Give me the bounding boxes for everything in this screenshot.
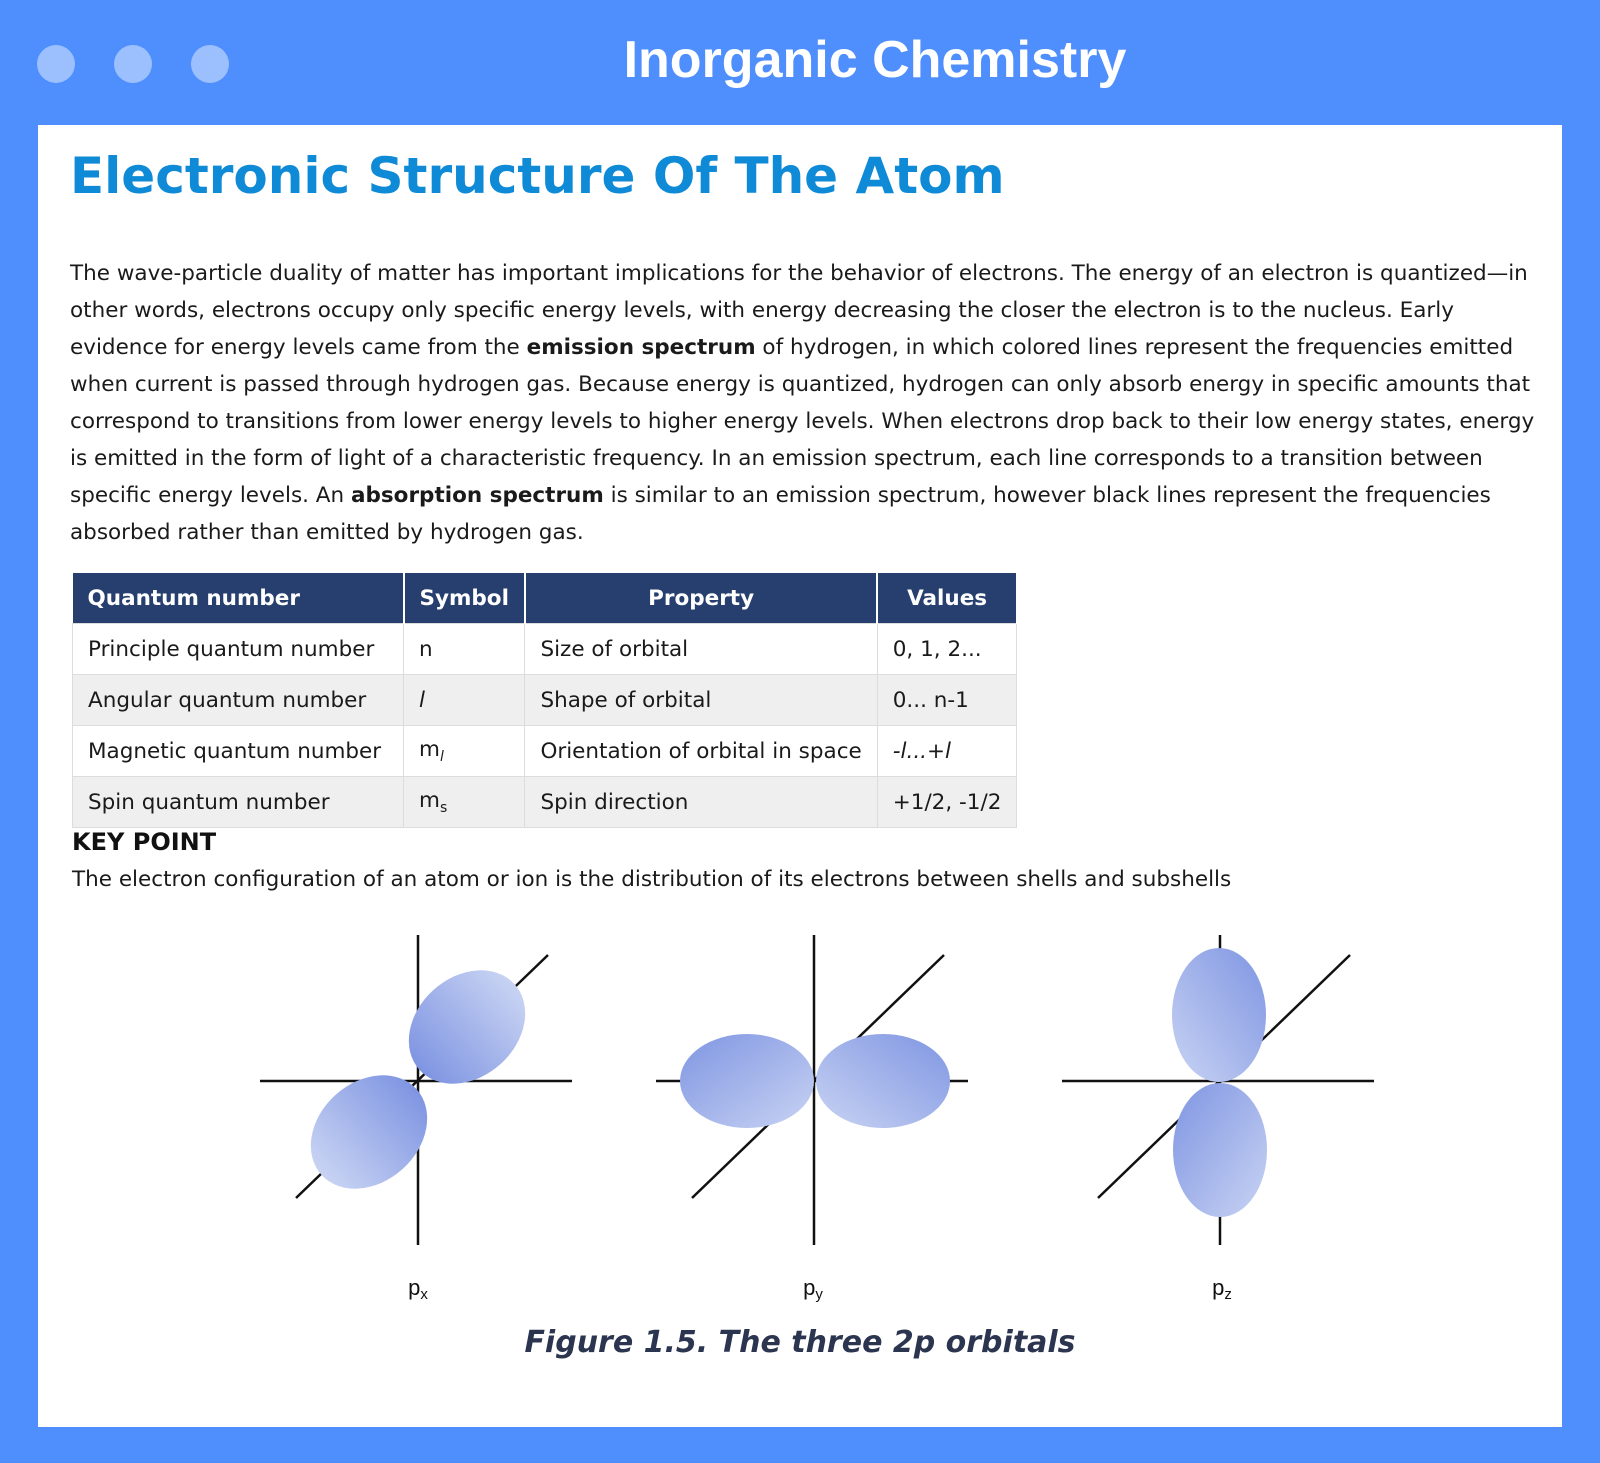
cell-name: Magnetic quantum number [73,726,404,777]
header-quantum-number: Quantum number [73,573,404,624]
term-absorption-spectrum: absorption spectrum [350,483,604,508]
table-row [73,726,1017,777]
cell-symbol [404,624,525,675]
py-left-lobe [680,1034,814,1128]
table-row [73,777,1017,828]
cell-values [877,726,1017,777]
cell-values: 0... n-1 [877,675,1017,726]
px-lower-lobe [288,1052,450,1212]
header-symbol: Symbol [404,573,525,624]
cell-name: Spin quantum number [73,777,404,828]
key-point-title: KEY POINT [72,828,217,856]
pz-lower-lobe [1173,1083,1267,1217]
symbol-text: n [419,636,433,662]
page-title: Electronic Structure Of The Atom [70,147,1005,205]
paragraph-text-2: of hydrogen, in which colored lines represent the frequencies emitted when current is passed through hydrogen gas. Because energy is quantized, hydrogen can only absorb energy in specific amounts that correspond to transitions from lower energy levels to higher energy levels. When electrons drop back to their low energy states, energy is emitted in the form of light of a characteristic frequency. In an emission spectrum, each line corresponds to a transition between specific energy levels. An [70,335,1535,508]
key-point-text: The electron configuration of an atom or ion is the distribution of its electrons between shells and subshells [72,867,1232,892]
header-values: Values [877,573,1017,624]
px-orbital [260,935,572,1245]
symbol-subscript: l [439,749,444,765]
table-row [73,624,1017,675]
table-header-row [73,573,1017,624]
px-upper-lobe [386,947,548,1107]
cell-name: Principle quantum number [73,624,404,675]
table-row [73,675,1017,726]
symbol-text: m [419,788,440,813]
pz-upper-lobe [1172,948,1266,1082]
paragraph-text-3: is similar to an emission spectrum, however black lines represent the frequencies absorbed rather than emitted by hydrogen gas. [70,483,1491,545]
content-panel [38,125,1562,1427]
figure-caption: Figure 1.5. The three 2p orbitals [524,1325,1076,1360]
paragraph-text-1: The wave-particle duality of matter has important implications for the behavior of electrons. The energy of an electron is quantized—in other words, electrons occupy only specific energy levels, with energy decreasing the closer the electron is to the nucleus. Early evidence for energy levels came from the [70,261,1528,360]
window-titlebar [0,0,1600,125]
cell-name: Angular quantum number [73,675,404,726]
cell-values: +1/2, -1/2 [877,777,1017,828]
cell-values: 0, 1, 2... [877,624,1017,675]
py-label: py [803,1275,823,1303]
window-title: Inorganic Chemistry [623,31,1127,89]
cell-property: Spin direction [525,777,877,828]
cell-property: Shape of orbital [525,675,877,726]
cell-symbol [404,726,525,777]
cell-symbol [404,777,525,828]
py-orbital [656,935,968,1245]
cell-property: Size of orbital [525,624,877,675]
p-orbitals-figure [38,905,1562,1325]
cell-symbol [404,675,525,726]
cell-property: Orientation of orbital in space [525,726,877,777]
quantum-numbers-table [72,573,1018,828]
px-label: px [408,1275,428,1303]
symbol-subscript: s [439,800,448,816]
term-emission-spectrum: emission spectrum [526,335,756,360]
pz-label: pz [1212,1275,1232,1303]
symbol-text: m [419,737,440,762]
pz-orbital [1062,935,1374,1245]
header-property: Property [525,573,877,624]
values-text: -l...+l [892,738,951,764]
py-right-lobe [816,1034,950,1128]
symbol-text: l [419,687,425,713]
intro-paragraph [70,255,1540,551]
